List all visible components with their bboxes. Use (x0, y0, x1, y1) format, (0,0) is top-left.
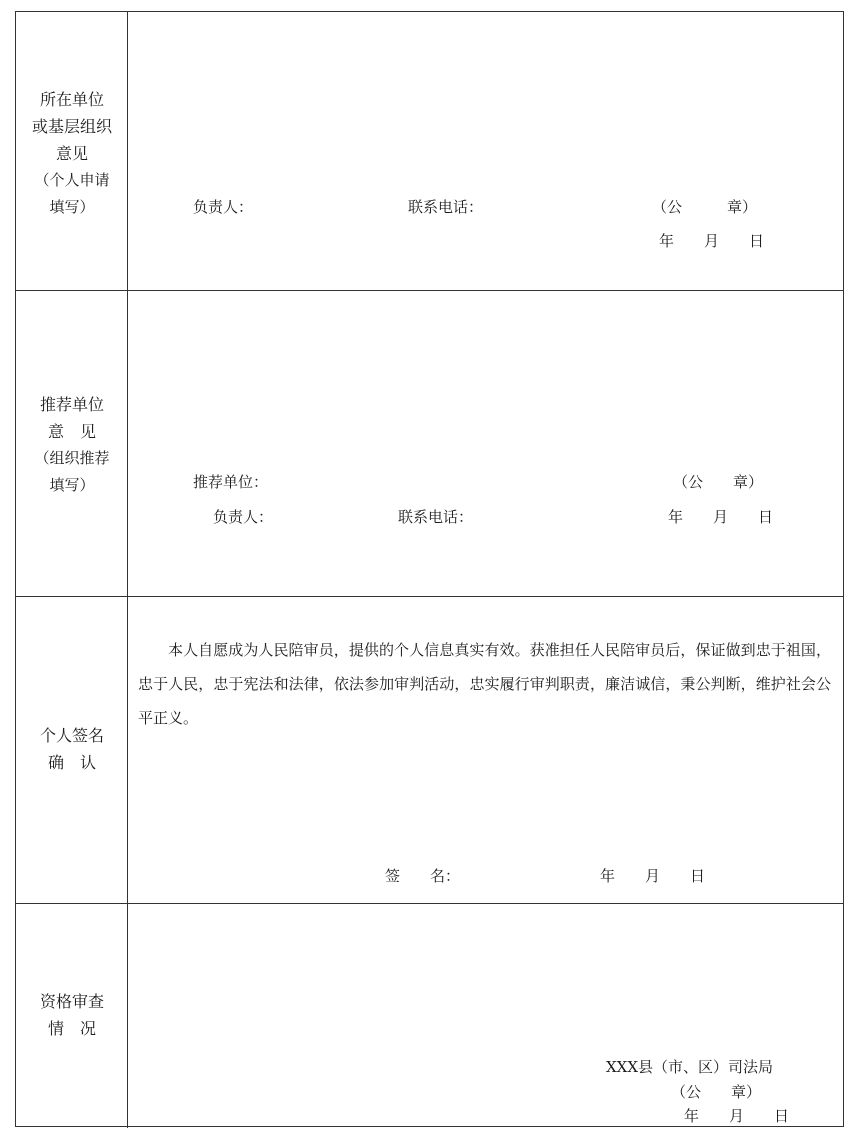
qualification-review-row (16, 904, 843, 1128)
responsible-person-label: 负责人： (213, 508, 274, 526)
commitment-statement: 本人自愿成为人民陪审员，提供的个人信息真实有效。获准担任人民陪审员后，保证做到忠于祖国，忠于人民，忠于宪法和法律，依法参加审判活动，忠实履行审判职责，廉洁诚信，秉公判断，维护社会公平正义。 (138, 641, 831, 727)
unit-opinion-content[interactable] (128, 12, 843, 290)
recommending-unit-label-cell (16, 291, 128, 596)
responsible-person-label: 负责人： (193, 198, 254, 216)
label-note-line: （组织推荐 (34, 449, 110, 467)
personal-signature-content (128, 597, 843, 903)
label-line: 确 认 (47, 753, 96, 772)
unit-opinion-label (16, 86, 128, 221)
unit-opinion-label-cell (16, 12, 128, 290)
recommending-unit-content[interactable] (128, 291, 843, 596)
date-label: 年 月 日 (668, 508, 774, 526)
personal-signature-label (16, 722, 128, 776)
label-note-line: （个人申请 (34, 171, 110, 189)
recommending-unit-label (16, 391, 128, 499)
contact-phone-label: 联系电话： (408, 198, 484, 216)
signature-label[interactable]: 签 名： (385, 867, 461, 885)
label-line: 情 况 (47, 1019, 96, 1038)
contact-phone-label: 联系电话： (398, 508, 474, 526)
justice-bureau-name: XXX县（市、区）司法局 (606, 1058, 774, 1076)
label-line: 意 见 (47, 422, 96, 441)
date-label: 年 月 日 (600, 867, 706, 885)
recommending-unit-field-label: 推荐单位： (193, 473, 269, 491)
label-line: 资格审查 (39, 992, 104, 1011)
label-line: 所在单位 (39, 90, 104, 109)
juror-application-form (15, 11, 844, 1127)
official-seal-label: （公 章） (671, 1083, 762, 1101)
label-line: 或基层组织 (31, 117, 112, 136)
personal-signature-label-cell (16, 597, 128, 903)
official-seal-label: （公 章） (652, 198, 758, 216)
personal-signature-row (16, 597, 843, 904)
label-line: 意见 (55, 144, 88, 163)
label-line: 推荐单位 (39, 395, 104, 414)
date-label: 年 月 日 (684, 1107, 790, 1125)
label-note-line: 填写） (49, 476, 95, 494)
recommending-unit-row (16, 291, 843, 597)
label-note-line: 填写） (49, 198, 95, 216)
label-line: 个人签名 (39, 726, 104, 745)
date-label: 年 月 日 (659, 232, 765, 250)
official-seal-label: （公 章） (673, 473, 764, 491)
qualification-review-label-cell (16, 904, 128, 1128)
unit-opinion-row (16, 12, 843, 291)
qualification-review-content[interactable] (128, 904, 843, 1128)
qualification-review-label (16, 988, 128, 1042)
